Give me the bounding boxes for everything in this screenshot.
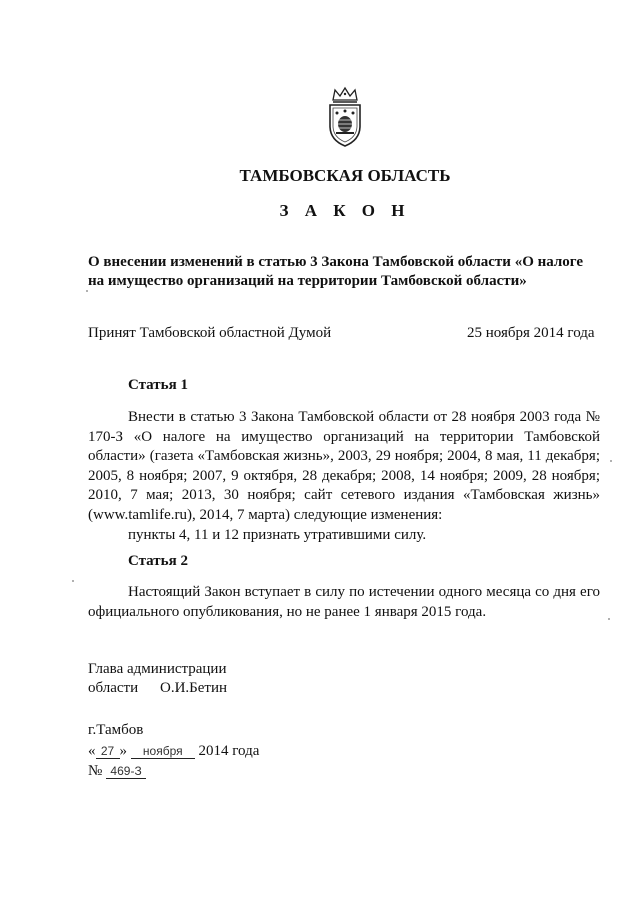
scan-speck	[86, 290, 88, 292]
article-1-text: Внести в статью 3 Закона Тамбовской области от 28 ноября 2003 года № 170-З «О налоге на имущество организаций на территории Тамбовской области» (газета «Тамбовская жизнь», 2003, 29 ноября; 2004, 8 мая, 11 декабря; 2005, 8 ноября; 2007, 9 октября, 28 декабря; 2008, 14 ноября; 2009, 28 ноября; 2010, 7 мая; 2013, 30 ноября; сайт сетевого издания «Тамбовская жизнь» (www.tamlife.ru), 2014, 7 марта) следующие изменения:	[88, 409, 600, 523]
scan-speck	[72, 580, 74, 582]
date-month: ноября	[131, 745, 195, 759]
document-type-title: З А К О Н	[279, 201, 411, 220]
date-line	[88, 743, 259, 760]
signature-position-line1: Глава администрации	[88, 661, 227, 677]
date-close-quote: »	[119, 743, 127, 759]
adopted-date: 25 ноября 2014 года	[467, 325, 595, 341]
law-number: 469-З	[106, 765, 146, 779]
scan-speck	[610, 460, 612, 462]
article-1-title: Статья 1	[128, 377, 188, 393]
signature-position-line2: области	[88, 680, 139, 696]
number-line	[88, 763, 146, 780]
date-open-quote: «	[88, 743, 96, 759]
region-title: ТАМБОВСКАЯ ОБЛАСТЬ	[239, 166, 451, 185]
number-sign: №	[88, 763, 103, 779]
article-2-title: Статья 2	[128, 553, 188, 569]
law-subject: О внесении изменений в статью 3 Закона Тамбовской области «О налоге на имущество организаций на территории Тамбовской области»	[88, 254, 584, 289]
article-2-text: Настоящий Закон вступает в силу по истечении одного месяца со дня его официального опубликования, но не ранее 1 января 2015 года.	[88, 584, 600, 620]
scan-speck	[608, 618, 610, 620]
date-year: 2014 года	[198, 743, 260, 759]
article-2-body	[88, 583, 600, 622]
article-1-item: пункты 4, 11 и 12 признать утратившими силу.	[128, 526, 427, 543]
article-1-body	[88, 408, 600, 545]
date-day: 27	[96, 745, 120, 759]
tambov-coat-of-arms-icon	[323, 86, 367, 148]
signature-name: О.И.Бетин	[160, 680, 228, 696]
adopted-by: Принят Тамбовской областной Думой	[88, 325, 332, 341]
place: г.Тамбов	[88, 722, 144, 738]
